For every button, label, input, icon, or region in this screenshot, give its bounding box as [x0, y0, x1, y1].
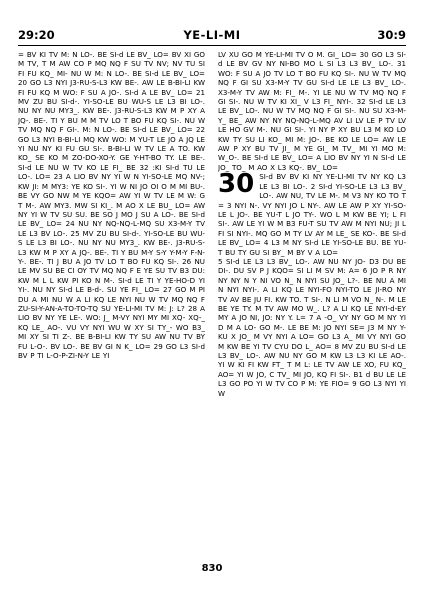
header-rule: [18, 45, 406, 46]
right-text-column: [218, 50, 406, 556]
page-number: 830: [201, 563, 223, 574]
chapter-number: 30: [218, 169, 255, 200]
header-book-title: YE-LI-MI: [183, 28, 241, 42]
right-column-bottom-text: 5 SI-d LE L3 L3 BV_ LO-. AW NU NY JO- D3 DU BE DI-. DU SV P J KQO= SI LI M SV M: A= 6 JO P R NY NY NY N Y NI VO N_ N NYI SU JO_ L?-. BE NU A MI N NYI NYI-. A LI KQ LE NYI-FO NYI-TO LE JI-RO NY TV AV BE JU FI. KW TO. T SI-. N LI M VO N_ N-. M LE BE YE TY. M TV AW MO W_. L? A LI KQ LE NYI-d-EY MY A JO NI, JO: NY Y. L= 7 A -O_ VY NY GO M NY YI D M A LO- GO M-. LE BE M: JO NYI SE= J3 M NY Y-KU X JO_ M VY NYI A LO= GO L3 A_ MI VY NYI GO M KW BE YI TV CYU DO L_ AO= 8 MV ZU BU SI-d LE L3 BV_ LO-. AW NU NY GO M KW L3 L3 KI LE AO-. YI W KI FI KW FT_ T M L: LE TV AW LE XO, FU KQ_ AO= YI W JO, C TV_ MI JO, KQ FI SI-. B1 d BU LE LE L3 GO PO YI W TV CO P M: YE FIO= 9 GO L3 NYI YI W: [218, 256, 406, 398]
header-chapter-verse-left: 29:20: [18, 28, 55, 42]
chapter-paragraph: [218, 169, 406, 257]
chapter-opening-text: SI-d BV BV KI NY YE-LI-MI TV NY KQ L3 LE L3 BI LO-. 2 SI-d YI-SO-LE L3 L3 BV_ LO-. AW NU, TV LE M-. M V3 NY KO TO T = 3 NYI N-. VY NYI JO L NY-. AW LE AW P XY YI-SO-LE L JO-. BE YU-T L JO TY-. WO L M KW BE YI; L FI SI-. AW LE YI W M B3 FU-T SU TV AW M NYI NU; JI L FI SI NYI-. MQ GO M TY LV AY M LE_ SE KO-. BE SI-d LE BV_ LO= 4 L3 M NY SI-d LE YI-SO-LE BU. BE YU-T BU TY GU SI BY_ M BY V A LO=: [218, 172, 406, 257]
left-column-text: = BV KI TV M: N LO-. BE SI-d LE BV_ LO= BV XI GO M TV, T M AW CO P MQ NQ F SU TV NV; NV TU SI FI FU KQ_ MI- NU W M: N LO-. BE SI-d LE BV_ LO= 20 GO L3 NYI J3-RU-S-L3 KW BE-. AW LE B-BI-LI KW FI FU KQ M WO: F SU A JO-. SI-d A LE BV_ LO= 21 MV ZU BU SI-d-. YI-SO-LE BU WU-S LE L3 BI LO-. NU NY NU MY3_. KW BE-. J3-RU-S-L3 KW M P XY A JQ-. BE-. TI Y BU M M TV LO T BO FU KQ SI-. NU W TV MQ NQ F GI-. M: N LO-. BE SI-d LE BV_ LO= 22 GO L3 NYI B-BI-LI MQ KW WO: M YU-T LE JO A JQ LE YI NU NY KI FU GU SI-. B-BI-LI W TV LE A TO. KW KO_ SE KO M ZO-DO-XO-Y. GE Y-HT-BO TY. LE BE-. SI-d LE NU W TV KO LE FI_ BE 32 :KI SI-d TU LE LO-. LO= 23 A LIO BV NY YI W N YI-SO-LE MQ NV-; KW JI: M MY3: YE KO SI-. YI W NI JO OI O M MI BU-. BE VY GO NW M YE KQO= AW YI W TV LE M W: G T M-. AW MY3. MW SI KI_. M AO X LE BU_ LO= AW NY YI W TV SU SU. BE SO J MO J SU A LO-. BE SI-d LE BV_ LO= 24 NU NY NQ-NQ-L-MQ SU X3-M-Y TV LE L3 BV LO-. 25 MV ZU BU SI-d-. YI-SO-LE BU WU-S LE L3 BI LO-. NU NY NU MY3_. KW BE-. J3-RU-S-L3 KW M P XY A JQ-. BE-. TI Y BU M-Y S-Y Y-M-Y F-N-Y-. BE-. TI J BU A JO TV LO T BO FU KQ SI-. 26 NU LE MV SU BE CI OY TV MQ NQ F E YE SU TV B3 DU: KW M L L KW PI KO N M-. SI-d LE TI Y YE-HO-D YI YI-. NU NY SI-d LE B-d-. SU YE FI_ LO= 27 GO M PI DU A MI NU W A LI KQ LE NYI NU W TV MQ NQ F ZU-SI-Y-AN-A-TO-TO-TQ SU YE-LI-MI TV M: J: L? 28 A LIO BV NY YE LE-. WO: J_ M-VY NYI MY MI XQ- XQ-_ KQ LE_ AO-. VU VY NYI WU W XY SI TY_- WO B3_ MI XY SI TI Z-. BE B-BI-LI KW TY SU AW NU TV BY FU L-O-. BV LO-. BE BV GI N K_ LO= 29 GO L3 SI-d BV P TI L-O-P-ZI-N-Y LE YI: [18, 50, 205, 360]
left-text-column: [18, 50, 205, 556]
right-column-top-text: LV XU GO M YE-LI-MI TV O M. GI_ LO= 30 GO L3 SI-d LE BV GV NY NI-BO MO L SI L3 L3 BV_ LO-. 31 WO: F SU A JO TV LO T BO FU KQ SI-. NU W TV MQ NQ F GI SU X3-M-Y TV GU SI-d LE LE L3 BV_ LO-. X3-M-Y TV AW M: FI_ M-. YI LE NU W TV MQ NQ F GI SI-. NU W TV KI XI_ V L3 FI_ NYI-. 32 SI-d LE L3 LE BV_ LO-. NU W TV MQ NQ F GI SI-. NU SU X3-M-Y_ BE_ AW NY NY NQ-NQ-L-MQ AV LI LV LE P TV LV LE HO GV M-. NU GI SI-. YI NY P XY BU L3 M KO LO KW TY SU LI KO_ MI M: JO-. BE KO LE LO= AW LE AW P XY BU TV JI_ M YE GI_ M TV_ MI YI MO M: W_O-. BE SI-d LE BV_ LO= A LIO BV NY YI N SI-d LE JO_ TO_ M AO X L3 KQ-. BV_ LO=: [218, 50, 406, 172]
running-header: [18, 28, 406, 44]
header-chapter-verse-right: 30:9: [377, 28, 406, 42]
